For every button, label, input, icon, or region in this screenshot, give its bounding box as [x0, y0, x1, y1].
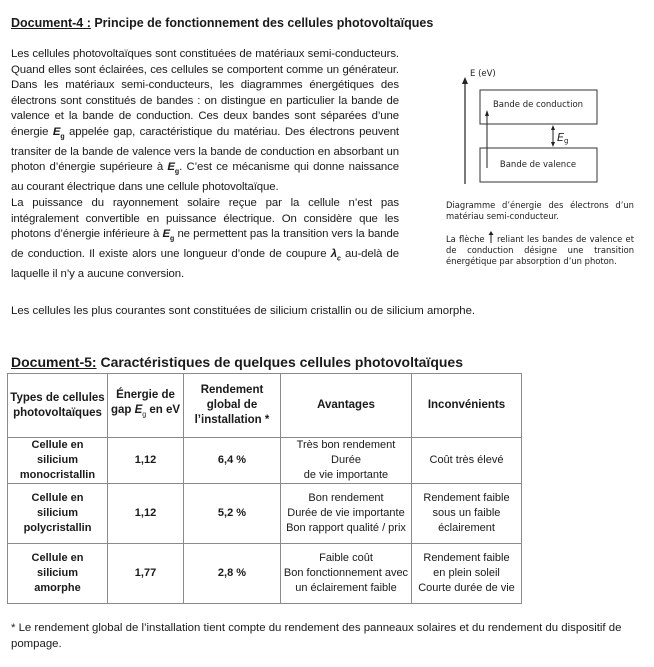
- cell-inconvenients: Rendement faible sous un faible éclairement: [412, 484, 522, 544]
- gap-arrow-up-icon: [551, 125, 555, 130]
- eg-subscript: g: [60, 133, 65, 141]
- p1-text-b: appelée gap, caractéristique du matériau. Des électrons peuvent transiter de la bande de valence vers la bande de conduction en absorbant un photon d’énergie supérieure à: [11, 125, 399, 174]
- paragraph-1: [11, 47, 399, 196]
- eg-subscript: g: [174, 168, 180, 176]
- axis-label: E (eV): [470, 69, 496, 79]
- gap-label: Eg: [557, 131, 569, 145]
- cell-inconvenients: Rendement faible en plein soleil Courte durée de vie: [412, 544, 522, 604]
- cell-avantages: Bon rendement Durée de vie importante Bon rapport qualité / prix: [281, 484, 412, 544]
- header-inconvenients: Inconvénients: [412, 374, 522, 438]
- lambda-symbol: λ: [330, 247, 337, 260]
- arrow-note-before: La flèche: [446, 234, 485, 244]
- diagram-caption: Diagramme d’énergie des électrons d’un matériau semi-conducteur.: [446, 200, 634, 221]
- energy-band-diagram: [450, 62, 650, 192]
- arrow-note: [446, 231, 634, 267]
- arrow-note-after: reliant les bandes de valence et de conduction désigne une transition énergétique par absorption d’un photon.: [446, 234, 634, 266]
- cell-type: Cellule en silicium monocristallin: [8, 438, 108, 484]
- document-4-heading: Principe de fonctionnement des cellules photovoltaïques: [90, 16, 434, 30]
- cell-rendement: 2,8 %: [184, 544, 281, 604]
- table-row: [8, 438, 522, 484]
- up-arrow-icon: [488, 231, 494, 243]
- document-4-last-line: Les cellules les plus courantes sont constituées de silicium cristallin ou de silicium amorphe.: [11, 305, 476, 317]
- p1-text-c: . C’est ce mécanisme qui donne naissance au courant électrique dans une cellule photovoltaïque.: [11, 161, 399, 194]
- header-rendement: Rendement global de l’installation *: [184, 374, 281, 438]
- cell-gap: 1,12: [108, 484, 184, 544]
- document-5-label: Document-5:: [11, 354, 97, 370]
- valence-band-label: Bande de valence: [499, 160, 577, 170]
- band-diagram-svg: [450, 62, 650, 192]
- conduction-band-label: Bande de conduction: [492, 100, 584, 110]
- energy-axis-arrow-icon: [462, 77, 468, 84]
- cell-type: Cellule en silicium amorphe: [8, 544, 108, 604]
- p2-text-b: ne permettent pas la transition vers la bande de conduction. Il existe alors une longueur d’onde de coupure: [11, 228, 399, 260]
- document-4-body: [11, 47, 399, 282]
- table-header-row: [8, 374, 522, 438]
- eg-symbol: E: [52, 125, 61, 138]
- lambda-subscript: c: [336, 255, 341, 263]
- header-type: Types de cellules photovoltaïques: [8, 374, 108, 438]
- cell-type: Cellule en silicium polycristallin: [8, 484, 108, 544]
- eg-symbol: E: [162, 228, 171, 241]
- document-5-heading: Caractéristiques de quelques cellules photovoltaïques: [96, 354, 463, 370]
- header-avantages: Avantages: [281, 374, 412, 438]
- p2-text-a: La puissance du rayonnement solaire reçue par la cellule n’est pas intégralement convertible en puissance électrique. On considère que les photons d’énergie inférieure à: [11, 196, 399, 241]
- eg-symbol: E: [167, 161, 175, 174]
- p2-text-c: au-delà de laquelle il n’y a aucune conversion.: [11, 247, 399, 280]
- table-row: [8, 484, 522, 544]
- header-gap: Énergie de gap $E_g$ en eV: [108, 374, 184, 438]
- cell-gap: 1,12: [108, 438, 184, 484]
- cell-rendement: 6,4 %: [184, 438, 281, 484]
- cell-inconvenients: Coût très élevé: [412, 438, 522, 484]
- eg-subscript: g: [170, 235, 175, 243]
- cell-avantages: Très bon rendement Durée de vie importante: [281, 438, 412, 484]
- cell-gap: 1,77: [108, 544, 184, 604]
- document-5-title: [11, 354, 463, 370]
- table-footnote: * Le rendement global de l’installation tient compte du rendement des panneaux solaires et du rendement du dispositif de pompage.: [11, 622, 622, 650]
- gap-arrow-down-icon: [551, 142, 555, 147]
- cell-rendement: 5,2 %: [184, 484, 281, 544]
- document-4-label: Document-4 :: [11, 16, 91, 30]
- paragraph-2: [11, 196, 399, 283]
- photovoltaic-cells-table: [7, 373, 522, 604]
- transition-arrow-icon: [485, 110, 489, 116]
- table-row: [8, 544, 522, 604]
- cell-avantages: Faible coût Bon fonctionnement avec un éclairement faible: [281, 544, 412, 604]
- p1-text-a: Les cellules photovoltaïques sont constituées de matériaux semi-conducteurs. Quand elles sont éclairées, ces cellules se comportent comme un générateur. Dans les matériaux semi-conducteurs, les diagrammes énergétiques des électrons sont constitués de bandes : on distingue en particulier la bande de valence et la bande de conduction. Ces deux bandes sont séparées d’une énergie: [11, 48, 399, 138]
- document-4-title: [11, 16, 433, 30]
